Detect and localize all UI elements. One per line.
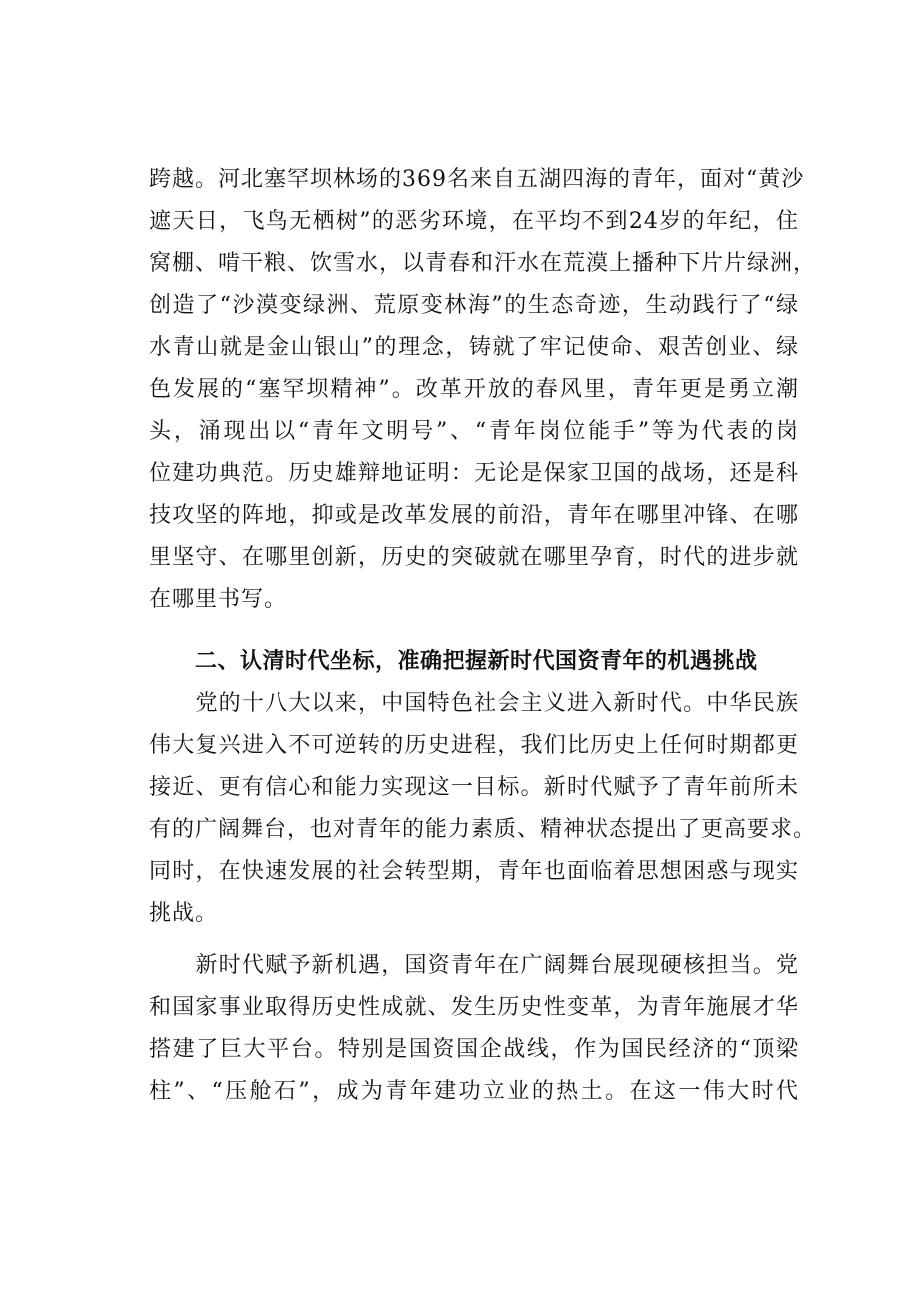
paragraph-line: 水青山就是金山银山”的理念，铸就了牢记使命、艰苦创业、绿 (149, 335, 799, 360)
paragraph-line: 里坚守、在哪里创新，历史的突破就在哪里孕育，时代的进步就 (149, 545, 799, 570)
paragraph-line: 新时代赋予新机遇，国资青年在广阔舞台展现硬核担当。党 (149, 953, 799, 978)
paragraph-line: 搭建了巨大平台。特别是国资国企战线，作为国民经济的“顶梁 (149, 1037, 799, 1062)
paragraph-line: 头，涌现出以“青年文明号”、“青年岗位能手”等为代表的岗 (149, 419, 799, 444)
paragraph-line: 创造了“沙漠变绿洲、荒原变林海”的生态奇迹，生动践行了“绿 (149, 293, 799, 318)
paragraph-line: 位建功典范。历史雄辩地证明：无论是保家卫国的战场，还是科 (149, 461, 799, 486)
paragraph-2 (149, 683, 817, 935)
section-heading: 二、认清时代坐标，准确把握新时代国资青年的机遇挑战 (195, 649, 758, 674)
paragraph-line: 有的广阔舞台，也对青年的能力素质、精神状态提出了更高要求。 (149, 817, 817, 842)
paragraph-line: 跨越。河北塞罕坝林场的369名来自五湖四海的青年，面对“黄沙 (149, 167, 805, 192)
paragraph-line: 柱”、“压舱石”，成为青年建功立业的热土。在这一伟大时代 (149, 1079, 799, 1104)
paragraph-1 (149, 159, 817, 621)
paragraph-line: 和国家事业取得历史性成就、发生历史性变革，为青年施展才华 (149, 995, 799, 1020)
paragraph-line: 遮天日，飞鸟无栖树”的恶劣环境，在平均不到24岁的年纪，住 (149, 209, 799, 234)
paragraph-line: 接近、更有信心和能力实现这一目标。新时代赋予了青年前所未 (149, 775, 799, 800)
paragraph-3 (149, 945, 799, 1113)
paragraph-line: 在哪里书写。 (149, 587, 288, 612)
paragraph-line: 同时，在快速发展的社会转型期，青年也面临着思想困惑与现实 (149, 859, 799, 884)
paragraph-line: 窝棚、啃干粮、饮雪水，以青春和汗水在荒漠上播种下片片绿洲， (149, 251, 817, 276)
paragraph-line: 挑战。 (149, 901, 219, 926)
paragraph-line: 伟大复兴进入不可逆转的历史进程，我们比历史上任何时期都更 (149, 733, 799, 758)
paragraph-line: 色发展的“塞罕坝精神”。改革开放的春风里，青年更是勇立潮 (149, 377, 799, 402)
paragraph-line: 党的十八大以来，中国特色社会主义进入新时代。中华民族 (149, 691, 799, 716)
paragraph-line: 技攻坚的阵地，抑或是改革发展的前沿，青年在哪里冲锋、在哪 (149, 503, 799, 528)
